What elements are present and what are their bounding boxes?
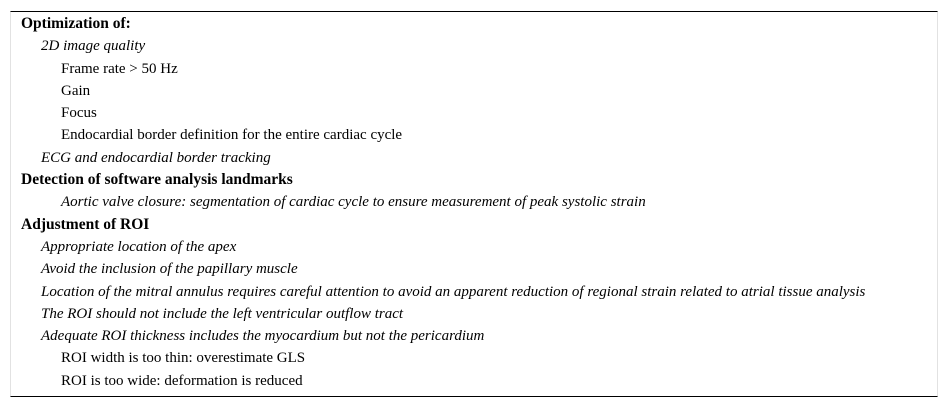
section-heading-optimization: Optimization of: [21,15,131,32]
item-endocardial-border-definition: Endocardial border definition for the entire cardiac cycle [61,127,403,144]
item-gain: Gain [61,82,91,99]
subheading-2d-image-quality: 2D image quality [41,38,146,55]
checklist-table [10,11,938,397]
item-mitral-annulus: Location of the mitral annulus requires careful attention to avoid an apparent reduction of regional strain related to atrial tissue analysis [41,283,866,300]
item-apex-location: Appropriate location of the apex [41,238,237,255]
item-frame-rate: Frame rate > 50 Hz [61,60,178,77]
item-aortic-valve-closure: Aortic valve closure: segmentation of cardiac cycle to ensure measurement of peak systolic strain [61,194,646,211]
item-roi-thickness: Adequate ROI thickness includes the myocardium but not the pericardium [41,328,485,345]
section-heading-landmarks: Detection of software analysis landmarks [21,171,293,189]
subheading-ecg-tracking: ECG and endocardial border tracking [41,149,271,166]
item-roi-too-thin: ROI width is too thin: overestimate GLS [61,350,306,367]
item-focus: Focus [61,105,97,122]
item-papillary-muscle: Avoid the inclusion of the papillary muscle [41,261,298,278]
item-roi-too-wide: ROI is too wide: deformation is reduced [61,372,303,389]
item-lv-outflow-tract: The ROI should not include the left ventricular outflow tract [41,305,404,322]
section-heading-roi-adjustment: Adjustment of ROI [21,215,150,233]
